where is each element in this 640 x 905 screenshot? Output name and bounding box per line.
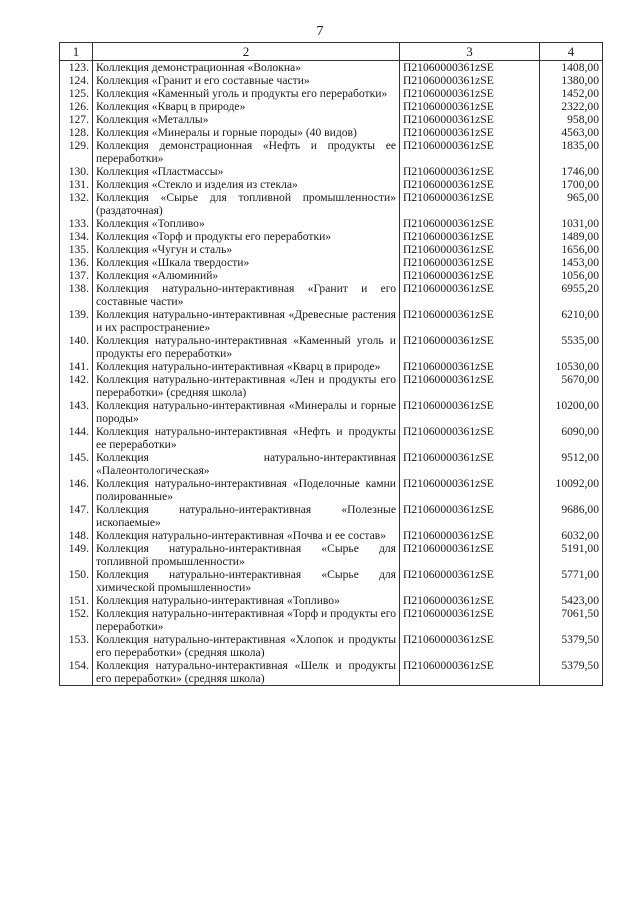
table-row [60,191,603,217]
item-price: 1700,00 [540,178,603,191]
item-name: Коллекция «Шкала твердости» [93,256,400,269]
item-price: 5771,00 [540,568,603,594]
row-number: 139. [60,308,93,334]
table-row [60,308,603,334]
item-name: Коллекция «Торф и продукты его переработки» [93,230,400,243]
item-name: Коллекция натурально-интерактивная «Лен и продукты его переработки» (средняя школа) [93,373,400,399]
row-number: 129. [60,139,93,165]
item-code: П21060000361zSE [400,659,540,686]
item-price: 9686,00 [540,503,603,529]
item-code: П21060000361zSE [400,126,540,139]
item-name: Коллекция натурально-интерактивная «Шелк и продукты его переработки» (средняя школа) [93,659,400,686]
item-code: П21060000361zSE [400,113,540,126]
item-price: 1835,00 [540,139,603,165]
column-header-code: 3 [400,43,540,61]
row-number: 124. [60,74,93,87]
table-row [60,100,603,113]
item-name: Коллекция натурально-интерактивная «Палеонтологическая» [93,451,400,477]
table-row [60,269,603,282]
row-number: 131. [60,178,93,191]
item-price: 6210,00 [540,308,603,334]
item-price: 5670,00 [540,373,603,399]
item-code: П21060000361zSE [400,308,540,334]
item-code: П21060000361zSE [400,399,540,425]
table-body [60,61,603,686]
table-row [60,165,603,178]
item-name: Коллекция «Топливо» [93,217,400,230]
row-number: 143. [60,399,93,425]
item-name: Коллекция натурально-интерактивная «Гранит и его составные части» [93,282,400,308]
item-name: Коллекция натурально-интерактивная «Кварц в природе» [93,360,400,373]
table-header-row [60,43,603,61]
item-name: Коллекция «Кварц в природе» [93,100,400,113]
table-row [60,373,603,399]
item-code: П21060000361zSE [400,607,540,633]
item-name: Коллекция «Чугун и сталь» [93,243,400,256]
item-price: 1031,00 [540,217,603,230]
table-row [60,451,603,477]
item-price: 1380,00 [540,74,603,87]
table-row [60,178,603,191]
item-name: Коллекция «Стекло и изделия из стекла» [93,178,400,191]
item-name: Коллекция натурально-интерактивная «Топливо» [93,594,400,607]
item-code: П21060000361zSE [400,256,540,269]
table-row [60,217,603,230]
item-price: 5379,50 [540,633,603,659]
table-row [60,243,603,256]
table-row [60,74,603,87]
row-number: 142. [60,373,93,399]
item-price: 7061,50 [540,607,603,633]
item-price: 1056,00 [540,269,603,282]
table-row [60,633,603,659]
row-number: 133. [60,217,93,230]
item-code: П21060000361zSE [400,139,540,165]
row-number: 125. [60,87,93,100]
item-price: 958,00 [540,113,603,126]
table-row [60,230,603,243]
item-code: П21060000361zSE [400,243,540,256]
item-price: 6090,00 [540,425,603,451]
item-price: 1656,00 [540,243,603,256]
item-code: П21060000361zSE [400,529,540,542]
item-name: Коллекция натурально-интерактивная «Хлопок и продукты его переработки» (средняя школа) [93,633,400,659]
row-number: 153. [60,633,93,659]
row-number: 128. [60,126,93,139]
item-code: П21060000361zSE [400,633,540,659]
item-price: 10092,00 [540,477,603,503]
item-price: 10530,00 [540,360,603,373]
column-header-name: 2 [93,43,400,61]
item-name: Коллекция «Металлы» [93,113,400,126]
row-number: 135. [60,243,93,256]
item-code: П21060000361zSE [400,269,540,282]
item-code: П21060000361zSE [400,451,540,477]
item-code: П21060000361zSE [400,217,540,230]
row-number: 149. [60,542,93,568]
item-code: П21060000361zSE [400,282,540,308]
table-row [60,87,603,100]
item-name: Коллекция демонстрационная «Нефть и продукты ее переработки» [93,139,400,165]
item-code: П21060000361zSE [400,230,540,243]
row-number: 148. [60,529,93,542]
row-number: 130. [60,165,93,178]
item-price: 1453,00 [540,256,603,269]
item-code: П21060000361zSE [400,360,540,373]
row-number: 138. [60,282,93,308]
row-number: 154. [60,659,93,686]
item-code: П21060000361zSE [400,74,540,87]
row-number: 145. [60,451,93,477]
item-name: Коллекция натурально-интерактивная «Древесные растения и их распространение» [93,308,400,334]
item-code: П21060000361zSE [400,568,540,594]
table-row [60,360,603,373]
item-code: П21060000361zSE [400,165,540,178]
table-row [60,113,603,126]
row-number: 136. [60,256,93,269]
row-number: 151. [60,594,93,607]
item-name: Коллекция «Пластмассы» [93,165,400,178]
table-row [60,399,603,425]
item-name: Коллекция натурально-интерактивная «Почва и ее состав» [93,529,400,542]
item-name: Коллекция натурально-интерактивная «Поделочные камни полированные» [93,477,400,503]
row-number: 147. [60,503,93,529]
item-price: 5423,00 [540,594,603,607]
item-code: П21060000361zSE [400,87,540,100]
table-row [60,282,603,308]
item-name: Коллекция натурально-интерактивная «Сырье для химической промышленности» [93,568,400,594]
row-number: 140. [60,334,93,360]
item-name: Коллекция натурально-интерактивная «Нефть и продукты ее переработки» [93,425,400,451]
table-row [60,607,603,633]
item-price: 1452,00 [540,87,603,100]
item-name: Коллекция натурально-интерактивная «Минералы и горные породы» [93,399,400,425]
column-header-number: 1 [60,43,93,61]
item-price: 965,00 [540,191,603,217]
item-name: Коллекция натурально-интерактивная «Торф и продукты его переработки» [93,607,400,633]
item-price: 1489,00 [540,230,603,243]
table-row [60,334,603,360]
item-name: Коллекция демонстрационная «Волокна» [93,61,400,75]
row-number: 150. [60,568,93,594]
row-number: 137. [60,269,93,282]
item-code: П21060000361zSE [400,178,540,191]
item-price: 6955,20 [540,282,603,308]
item-name: Коллекция «Алюминий» [93,269,400,282]
item-price: 1746,00 [540,165,603,178]
column-header-price: 4 [540,43,603,61]
item-name: Коллекция натурально-интерактивная «Полезные ископаемые» [93,503,400,529]
row-number: 146. [60,477,93,503]
item-name: Коллекция «Каменный уголь и продукты его переработки» [93,87,400,100]
item-code: П21060000361zSE [400,503,540,529]
item-code: П21060000361zSE [400,477,540,503]
item-code: П21060000361zSE [400,542,540,568]
item-price: 5535,00 [540,334,603,360]
row-number: 152. [60,607,93,633]
item-code: П21060000361zSE [400,61,540,75]
table-row [60,529,603,542]
item-price: 9512,00 [540,451,603,477]
row-number: 144. [60,425,93,451]
item-code: П21060000361zSE [400,100,540,113]
item-name: Коллекция «Гранит и его составные части» [93,74,400,87]
table-row [60,659,603,686]
item-price: 4563,00 [540,126,603,139]
table-row [60,61,603,75]
table-row [60,503,603,529]
item-price: 6032,00 [540,529,603,542]
item-price: 5379,50 [540,659,603,686]
table-row [60,568,603,594]
item-name: Коллекция натурально-интерактивная «Каменный уголь и продукты его переработки» [93,334,400,360]
item-name: Коллекция натурально-интерактивная «Сырье для топливной промышленности» [93,542,400,568]
price-table [59,42,603,686]
row-number: 134. [60,230,93,243]
row-number: 132. [60,191,93,217]
item-price: 10200,00 [540,399,603,425]
item-code: П21060000361zSE [400,594,540,607]
row-number: 126. [60,100,93,113]
table-row [60,256,603,269]
item-code: П21060000361zSE [400,191,540,217]
item-price: 1408,00 [540,61,603,75]
item-name: Коллекция «Сырье для топливной промышленности» (раздаточная) [93,191,400,217]
table-row [60,425,603,451]
table-row [60,594,603,607]
table-row [60,542,603,568]
row-number: 127. [60,113,93,126]
item-code: П21060000361zSE [400,425,540,451]
page-number: 7 [316,24,324,39]
item-code: П21060000361zSE [400,373,540,399]
row-number: 123. [60,61,93,75]
row-number: 141. [60,360,93,373]
item-price: 2322,00 [540,100,603,113]
item-name: Коллекция «Минералы и горные породы» (40 видов) [93,126,400,139]
item-code: П21060000361zSE [400,334,540,360]
table-row [60,139,603,165]
table-row [60,126,603,139]
table-row [60,477,603,503]
item-price: 5191,00 [540,542,603,568]
